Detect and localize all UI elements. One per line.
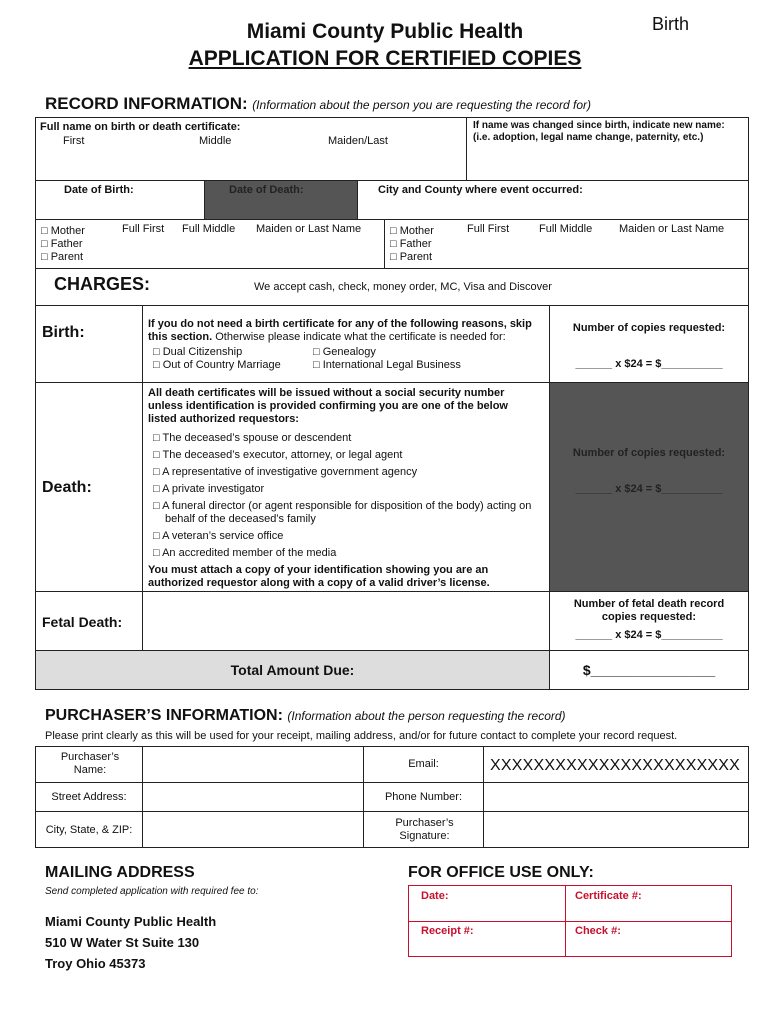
spouse-checkbox[interactable]: □ The deceased’s spouse or descendent: [153, 432, 352, 444]
maiden-last-label: Maiden/Last: [328, 135, 388, 147]
private-investigator-checkbox[interactable]: □ A private investigator: [153, 483, 265, 495]
total-amount-value[interactable]: $________________: [582, 662, 716, 678]
office-certificate-label: Certificate #:: [575, 890, 642, 902]
death-label: Death:: [42, 479, 92, 496]
dod-label: Date of Death:: [229, 184, 304, 196]
parent1-last-label: Maiden or Last Name: [256, 223, 362, 235]
purchaser-name-label: Purchaser’s Name:: [60, 751, 120, 776]
parent1-father-checkbox[interactable]: □ Father: [41, 238, 83, 250]
parent2-middle-label: Full Middle: [539, 223, 593, 235]
purchaser-name-input[interactable]: [142, 746, 364, 783]
total-amount-label: Total Amount Due:: [230, 662, 355, 678]
form-type-label: Birth: [652, 14, 690, 34]
birth-copies-label: Number of copies requested:: [572, 322, 726, 334]
full-name-label: Full name on birth or death certificate:: [40, 121, 241, 133]
middle-name-label: Middle: [199, 135, 232, 147]
purchaser-section-heading: [45, 707, 566, 725]
parent1-mother-checkbox[interactable]: □ Mother: [41, 225, 85, 237]
dual-citizenship-checkbox[interactable]: □ Dual Citizenship: [153, 346, 243, 358]
death-copies-calc[interactable]: ______ x $24 = $__________: [575, 483, 723, 495]
office-receipt-label: Receipt #:: [421, 925, 474, 937]
total-value-cell[interactable]: [549, 650, 749, 690]
death-copies-cell[interactable]: [549, 382, 749, 592]
death-requestors-cell: [142, 382, 550, 592]
executor-checkbox[interactable]: □ The deceased’s executor, attorney, or legal agent: [153, 449, 403, 461]
genealogy-checkbox[interactable]: □ Genealogy: [313, 346, 376, 358]
new-name-field[interactable]: [466, 117, 749, 181]
parent2-options[interactable]: [390, 225, 434, 264]
city-state-zip-input[interactable]: [142, 811, 364, 848]
government-agency-checkbox[interactable]: □ A representative of investigative government agency: [153, 466, 418, 478]
city-county-label: City and County where event occurred:: [378, 184, 583, 196]
record-section-heading: [45, 94, 591, 114]
email-input[interactable]: [483, 746, 749, 783]
purchaser-heading-note: (Information about the person requesting the record): [287, 709, 566, 723]
parent2-field[interactable]: [384, 219, 749, 269]
signature-input[interactable]: [483, 811, 749, 848]
parent1-options[interactable]: [41, 225, 85, 264]
dob-label: Date of Birth:: [64, 184, 134, 196]
birth-reasons-cell: [142, 305, 550, 383]
charges-header: [35, 268, 749, 306]
purchaser-instructions: Please print clearly as this will be used for your receipt, mailing address, and/or for future contact to complete your record request.: [45, 730, 678, 742]
death-label-cell: [35, 382, 143, 592]
purchaser-name-label-cell: [35, 746, 143, 783]
funeral-director-checkbox[interactable]: □ A funeral director (or agent responsible for disposition of the body) acting on: [153, 500, 532, 512]
death-copies-label: Number of copies requested:: [572, 447, 726, 459]
signature-label: Purchaser’s Signature:: [395, 817, 454, 842]
parent2-first-label: Full First: [467, 223, 510, 235]
fetal-copies-calc[interactable]: ______ x $24 = $__________: [575, 629, 723, 641]
parent2-father-checkbox[interactable]: □ Father: [390, 238, 432, 250]
office-use-heading: FOR OFFICE USE ONLY:: [408, 864, 594, 881]
mailing-address-line1: Miami County Public Health: [45, 914, 217, 929]
mailing-address-line3: Troy Ohio 45373: [45, 956, 146, 971]
payment-methods: We accept cash, check, money order, MC, Visa and Discover: [254, 281, 552, 293]
office-date-label: Date:: [421, 890, 449, 902]
street-address-label: Street Address:: [51, 791, 127, 803]
full-name-field[interactable]: [35, 117, 467, 181]
email-value[interactable]: XXXXXXXXXXXXXXXXXXXXXXX: [490, 757, 741, 774]
email-label: Email:: [408, 758, 439, 770]
birth-copies-calc[interactable]: ______ x $24 = $__________: [575, 358, 723, 370]
mailing-note: Send completed application with required fee to:: [45, 886, 259, 897]
phone-number-input[interactable]: [483, 782, 749, 812]
fetal-label-cell: [35, 591, 143, 651]
page-subtitle: APPLICATION FOR CERTIFIED COPIES: [188, 47, 582, 70]
total-label-cell: [35, 650, 550, 690]
phone-number-label: Phone Number:: [384, 791, 463, 803]
first-name-label: First: [63, 135, 85, 147]
birth-copies-cell[interactable]: [549, 305, 749, 383]
page-title: Miami County Public Health: [246, 20, 524, 43]
parent1-field[interactable]: [35, 219, 385, 269]
street-label-cell: [35, 782, 143, 812]
media-member-checkbox[interactable]: □ An accredited member of the media: [153, 547, 337, 559]
funeral-director-continued: behalf of the deceased’s family: [165, 513, 316, 525]
birth-label: Birth:: [42, 324, 85, 341]
birth-label-cell: [35, 305, 143, 383]
parent2-last-label: Maiden or Last Name: [619, 223, 725, 235]
out-of-country-marriage-checkbox[interactable]: □ Out of Country Marriage: [153, 359, 281, 371]
phone-label-cell: [363, 782, 484, 812]
parent2-parent-checkbox[interactable]: □ Parent: [390, 251, 433, 263]
fetal-empty-cell: [142, 591, 550, 651]
purchaser-heading: PURCHASER’S INFORMATION:: [45, 707, 283, 724]
date-of-death-field[interactable]: [204, 180, 358, 220]
record-heading: RECORD INFORMATION:: [45, 94, 248, 113]
charges-heading: CHARGES:: [54, 274, 151, 294]
city-state-zip-label: City, State, & ZIP:: [45, 824, 133, 836]
fetal-copies-cell[interactable]: [549, 591, 749, 651]
fetal-death-label: Fetal Death:: [42, 614, 123, 630]
record-heading-note: (Information about the person you are requesting the record for): [252, 98, 592, 112]
office-use-table: [408, 885, 732, 957]
birth-instructions: If you do not need a birth certificate for any of the following reasons, skip this section. Otherwise please indicate what the certificate is needed for:: [148, 318, 532, 343]
death-attach-note: You must attach a copy of your identification showing you are an authorized requestor along with a copy of a valid driver’s license.: [148, 564, 490, 589]
mailing-address-line2: 510 W Water St Suite 130: [45, 935, 200, 950]
parent2-mother-checkbox[interactable]: □ Mother: [390, 225, 434, 237]
veteran-office-checkbox[interactable]: □ A veteran’s service office: [153, 530, 284, 542]
city-label-cell: [35, 811, 143, 848]
city-county-field[interactable]: [357, 180, 749, 220]
death-intro: All death certificates will be issued without a social security number unless identification is provided confirming you are one of the below listed authorized requestors:: [148, 387, 508, 425]
name-change-note: If name was changed since birth, indicate new name: (i.e. adoption, legal name change, paternity, etc.): [473, 120, 725, 143]
parent1-parent-checkbox[interactable]: □ Parent: [41, 251, 84, 263]
office-check-label: Check #:: [575, 925, 621, 937]
international-legal-checkbox[interactable]: □ International Legal Business: [313, 359, 461, 371]
email-label-cell: [363, 746, 484, 783]
date-of-birth-field[interactable]: [35, 180, 205, 220]
street-address-input[interactable]: [142, 782, 364, 812]
parent1-first-label: Full First: [122, 223, 165, 235]
fetal-copies-label: Number of fetal death record copies requested:: [573, 598, 725, 623]
mailing-heading: MAILING ADDRESS: [45, 864, 195, 881]
parent1-middle-label: Full Middle: [182, 223, 236, 235]
signature-label-cell: [363, 811, 484, 848]
